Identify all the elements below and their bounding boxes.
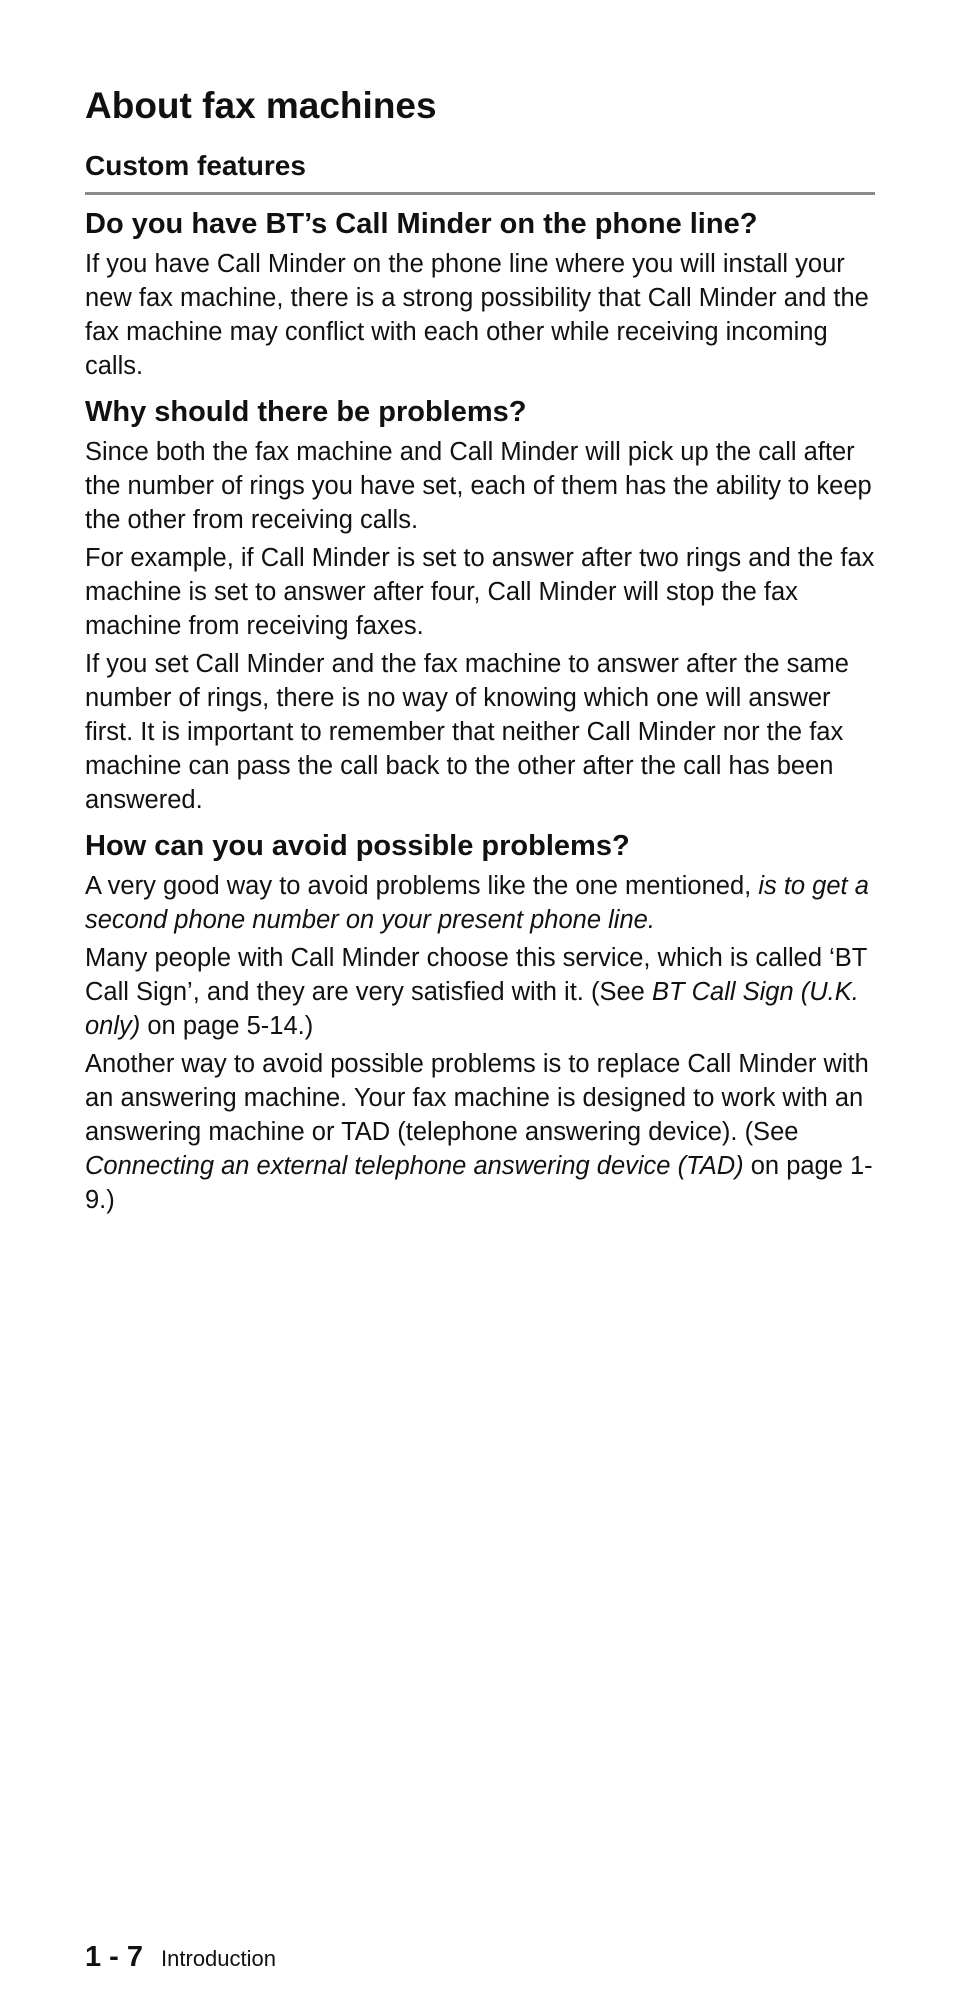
cross-reference: Connecting an external telephone answering device (TAD) bbox=[85, 1152, 744, 1180]
page-content bbox=[85, 82, 875, 1217]
paragraph: If you set Call Minder and the fax machine to answer after the same number of rings, there is no way of knowing which one will answer first. It is important to remember that neither Call Minder nor the fax machine can pass the call back to the other after the call has been answered. bbox=[85, 650, 849, 814]
paragraph-text: Many people with Call Minder choose this service, which is called ‘BT Call Sign’, and they are very satisfied with it. (See bbox=[85, 944, 867, 1006]
section-title: Custom features bbox=[85, 150, 306, 181]
paragraph: If you have Call Minder on the phone line where you will install your new fax machine, there is a strong possibility that Call Minder and the fax machine may conflict with each other while receiving incoming calls. bbox=[85, 250, 869, 380]
paragraph-text: Another way to avoid possible problems is to replace Call Minder with an answering machine. Your fax machine is designed to work with an answering machine or TAD (telephone answering device). (See bbox=[85, 1050, 869, 1146]
subheading-call-minder: Do you have BT’s Call Minder on the phone line? bbox=[85, 208, 758, 240]
paragraph-text: on page 1-9.) bbox=[85, 1152, 873, 1214]
page-title: About fax machines bbox=[85, 85, 437, 126]
paragraph: Since both the fax machine and Call Minder will pick up the call after the number of rings you have set, each of them has the ability to keep the other from receiving calls. bbox=[85, 438, 872, 534]
page-footer bbox=[85, 1940, 276, 1976]
paragraph-emphasis: is to get a second phone number on your present phone line. bbox=[85, 872, 869, 934]
subheading-why-problems: Why should there be problems? bbox=[85, 396, 527, 428]
paragraph-text: A very good way to avoid problems like the one mentioned, bbox=[85, 872, 759, 900]
paragraph-text: on page 5-14.) bbox=[140, 1012, 314, 1040]
paragraph bbox=[85, 941, 875, 1043]
subheading-avoid-problems: How can you avoid possible problems? bbox=[85, 830, 630, 862]
page-number: 1 - 7 bbox=[85, 1941, 144, 1973]
paragraph bbox=[85, 869, 875, 937]
paragraph bbox=[85, 1047, 875, 1217]
chapter-name: Introduction bbox=[161, 1946, 276, 1971]
paragraph: For example, if Call Minder is set to answer after two rings and the fax machine is set to answer after four, Call Minder will stop the fax machine from receiving faxes. bbox=[85, 544, 875, 640]
cross-reference: BT Call Sign (U.K. only) bbox=[85, 978, 859, 1040]
